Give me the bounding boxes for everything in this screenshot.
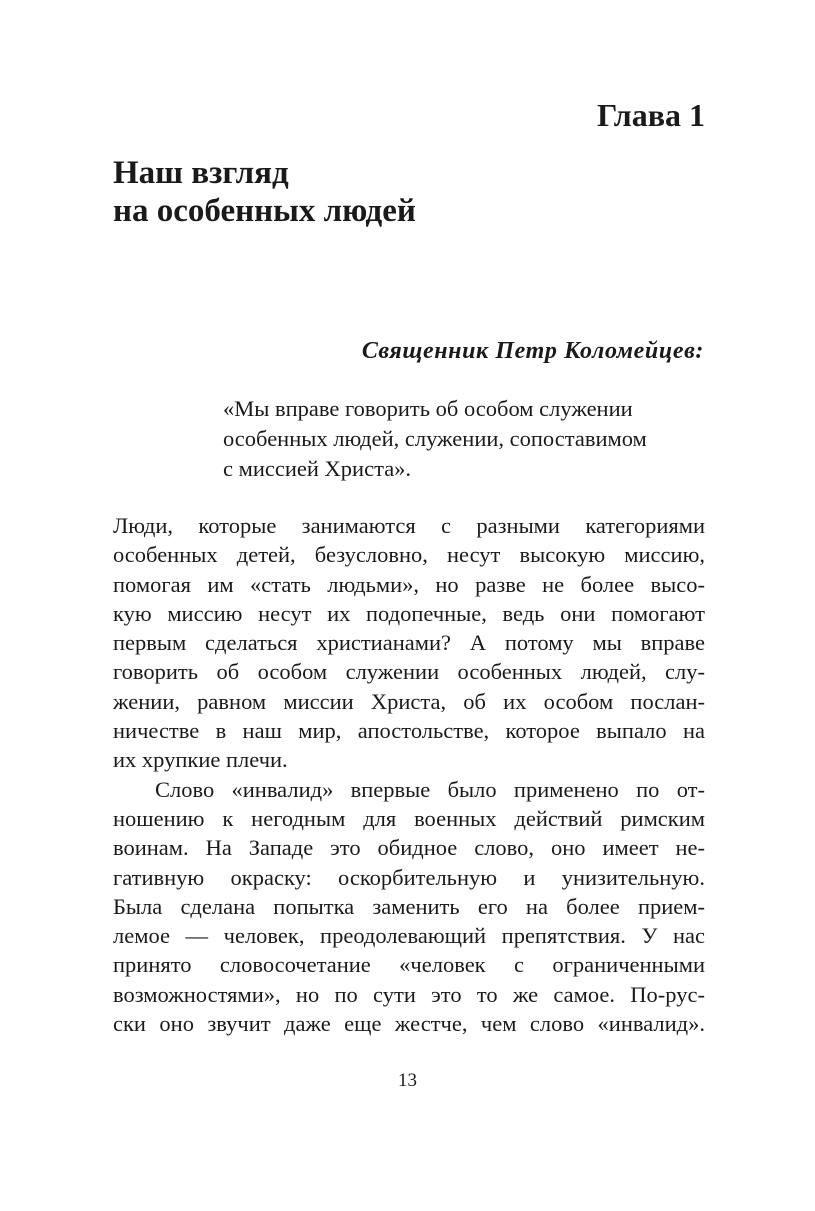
epigraph-quote-line: «Мы вправе говорить об особом служении <box>223 396 633 421</box>
text-line: их хрупкие плечи. <box>113 747 288 773</box>
text-line: жении, равном миссии Христа, об их особом послан- <box>113 688 705 714</box>
chapter-label: Глава 1 <box>597 97 705 133</box>
text-line: возможностями», но по сути это то же самое. По-рус- <box>113 981 705 1007</box>
text-line: воинам. На Западе это обидное слово, оно имеет не- <box>113 835 705 861</box>
text-line: ски оно звучит даже еще жестче, чем слово «инвалид». <box>113 1011 705 1037</box>
epigraph-quote-line: особенных людей, служении, сопоставимом <box>223 426 647 451</box>
text-line: Слово «инвалид» впервые было применено по от- <box>155 776 705 802</box>
text-line: ношению к негодным для военных действий римским <box>113 805 705 831</box>
text-line: Была сделана попытка заменить его на более прием- <box>113 893 705 919</box>
chapter-title-line: на особенных людей <box>113 193 416 229</box>
epigraph-quote-line: с миссией Христа». <box>223 456 412 481</box>
text-line: говорить об особом служении особенных людей, слу- <box>113 659 705 685</box>
text-line: Люди, которые занимаются с разными категориями <box>113 513 705 538</box>
text-line: ничестве в наш мир, апостольстве, которое выпало на <box>113 718 705 744</box>
text-line: первым сделаться христианами? А потому мы вправе <box>113 630 705 656</box>
epigraph-author: Священник Петр Коломейцев: <box>361 338 704 364</box>
text-line: лемое — человек, преодолевающий препятствия. У нас <box>113 923 705 949</box>
chapter-title <box>113 154 713 230</box>
text-line: кую миссию несут их подопечные, ведь они помогают <box>113 600 705 626</box>
body-text <box>113 511 705 1038</box>
text-line: гативную окраску: оскорбительную и унизительную. <box>113 864 705 890</box>
epigraph-quote <box>223 394 713 484</box>
page-number: 13 <box>398 1070 417 1091</box>
text-line: особенных детей, безусловно, несут высокую миссию, <box>113 542 705 568</box>
chapter-title-line: Наш взгляд <box>113 155 289 191</box>
paragraph-1 <box>113 511 705 775</box>
paragraph-2 <box>113 775 705 1039</box>
text-line: помогая им «стать людьми», но разве не более высо- <box>113 571 705 597</box>
text-line: принято словосочетание «человек с ограниченными <box>113 952 705 978</box>
